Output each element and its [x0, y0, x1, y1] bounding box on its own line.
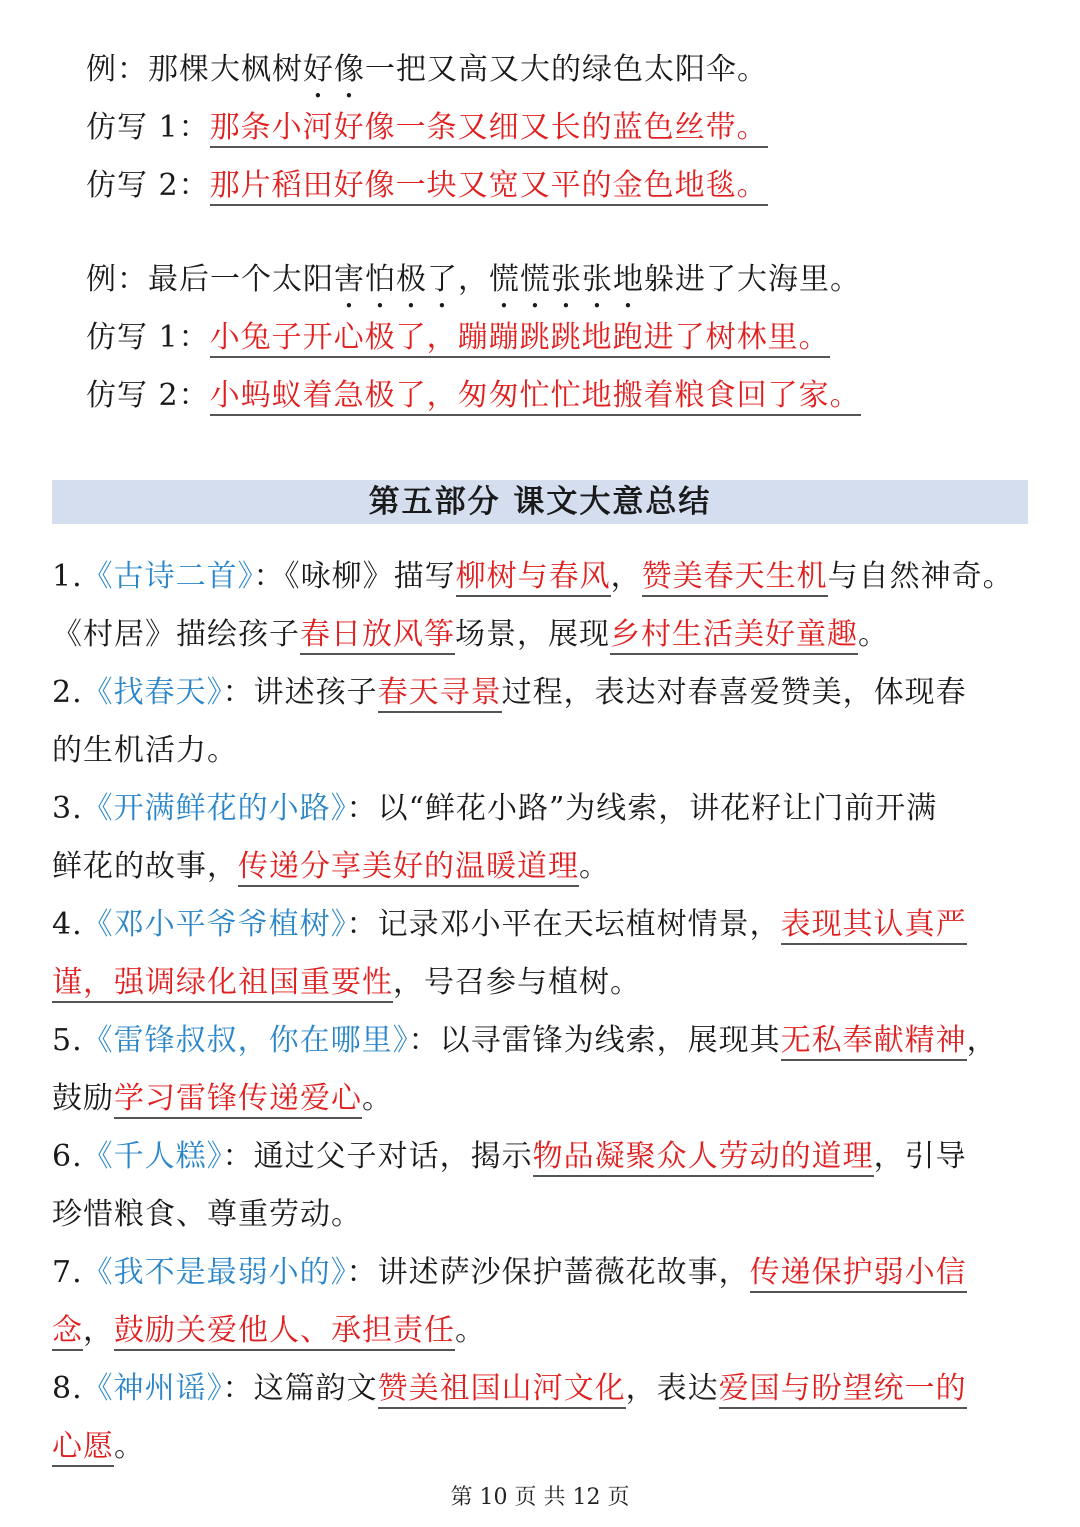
lesson-2-line-2: 的生机活力。 — [52, 733, 238, 768]
example-2: 例：最后一个太阳害怕极了，慌慌张张地躲进了大海里。 — [86, 262, 861, 297]
lesson-5-line-1: 5.《雷锋叔叔，你在哪里》：以寻雷锋为线索，展现其无私奉献精神， — [52, 1021, 998, 1061]
lesson-4-line-1: 4.《邓小平爷爷植树》：记录邓小平在天坛植树情景，表现其认真严 — [52, 905, 967, 945]
copy-1-2: 仿写 2：那片稻田好像一块又宽又平的金色地毯。 — [86, 166, 768, 206]
lesson-title: 《我不是最弱小的》 — [82, 1255, 347, 1290]
lesson-title: 《找春天》 — [82, 675, 223, 710]
lesson-title: 《邓小平爷爷植树》 — [82, 907, 347, 942]
lesson-8-line-1: 8.《神州谣》：这篇韵文赞美祖国山河文化，表达爱国与盼望统一的 — [52, 1369, 967, 1409]
page-number: 第 10 页 共 12 页 — [450, 1485, 630, 1510]
section-header — [52, 480, 1028, 524]
lesson-1-line-2: 《村居》描绘孩子春日放风筝场景，展现乡村生活美好童趣。 — [52, 615, 889, 655]
lesson-7-line-2: 念，鼓励关爱他人、承担责任。 — [52, 1311, 486, 1351]
copy-2-1: 仿写 1：小兔子开心极了，蹦蹦跳跳地跑进了树林里。 — [86, 318, 830, 358]
lesson-title: 《神州谣》 — [82, 1371, 223, 1406]
lesson-6-line-1: 6.《千人糕》：通过父子对话，揭示物品凝聚众人劳动的道理，引导 — [52, 1137, 967, 1177]
example-1: 例：那棵大枫树好像一把又高又大的绿色太阳伞。 — [86, 52, 768, 87]
lesson-title: 《开满鲜花的小路》 — [82, 791, 347, 826]
lesson-2-line-1: 2.《找春天》：讲述孩子春天寻景过程，表达对春喜爱赞美，体现春 — [52, 673, 967, 713]
lesson-title: 《古诗二首》 — [82, 559, 254, 594]
lesson-3-line-1: 3.《开满鲜花的小路》：以“鲜花小路”为线索，讲花籽让门前开满 — [52, 791, 938, 826]
lesson-1-line-1: 1.《古诗二首》：《咏柳》描写柳树与春风，赞美春天生机与自然神奇。 — [52, 557, 1014, 597]
copy-2-2: 仿写 2：小蚂蚁着急极了，匆匆忙忙地搬着粮食回了家。 — [86, 376, 861, 416]
lesson-title: 《千人糕》 — [82, 1139, 223, 1174]
lesson-6-line-2: 珍惜粮食、尊重劳动。 — [52, 1197, 362, 1232]
lesson-4-line-2: 谨，强调绿化祖国重要性，号召参与植树。 — [52, 963, 641, 1003]
lesson-8-line-2: 心愿。 — [52, 1427, 145, 1467]
lesson-3-line-2: 鲜花的故事，传递分享美好的温暖道理。 — [52, 847, 610, 887]
lesson-7-line-1: 7.《我不是最弱小的》：讲述萨沙保护蔷薇花故事，传递保护弱小信 — [52, 1253, 967, 1293]
section-title: 第五部分 课文大意总结 — [368, 484, 712, 520]
lesson-title: 《雷锋叔叔，你在哪里》 — [82, 1023, 409, 1058]
lesson-5-line-2: 鼓励学习雷锋传递爱心。 — [52, 1079, 393, 1119]
copy-1-1: 仿写 1：那条小河好像一条又细又长的蓝色丝带。 — [86, 108, 768, 148]
